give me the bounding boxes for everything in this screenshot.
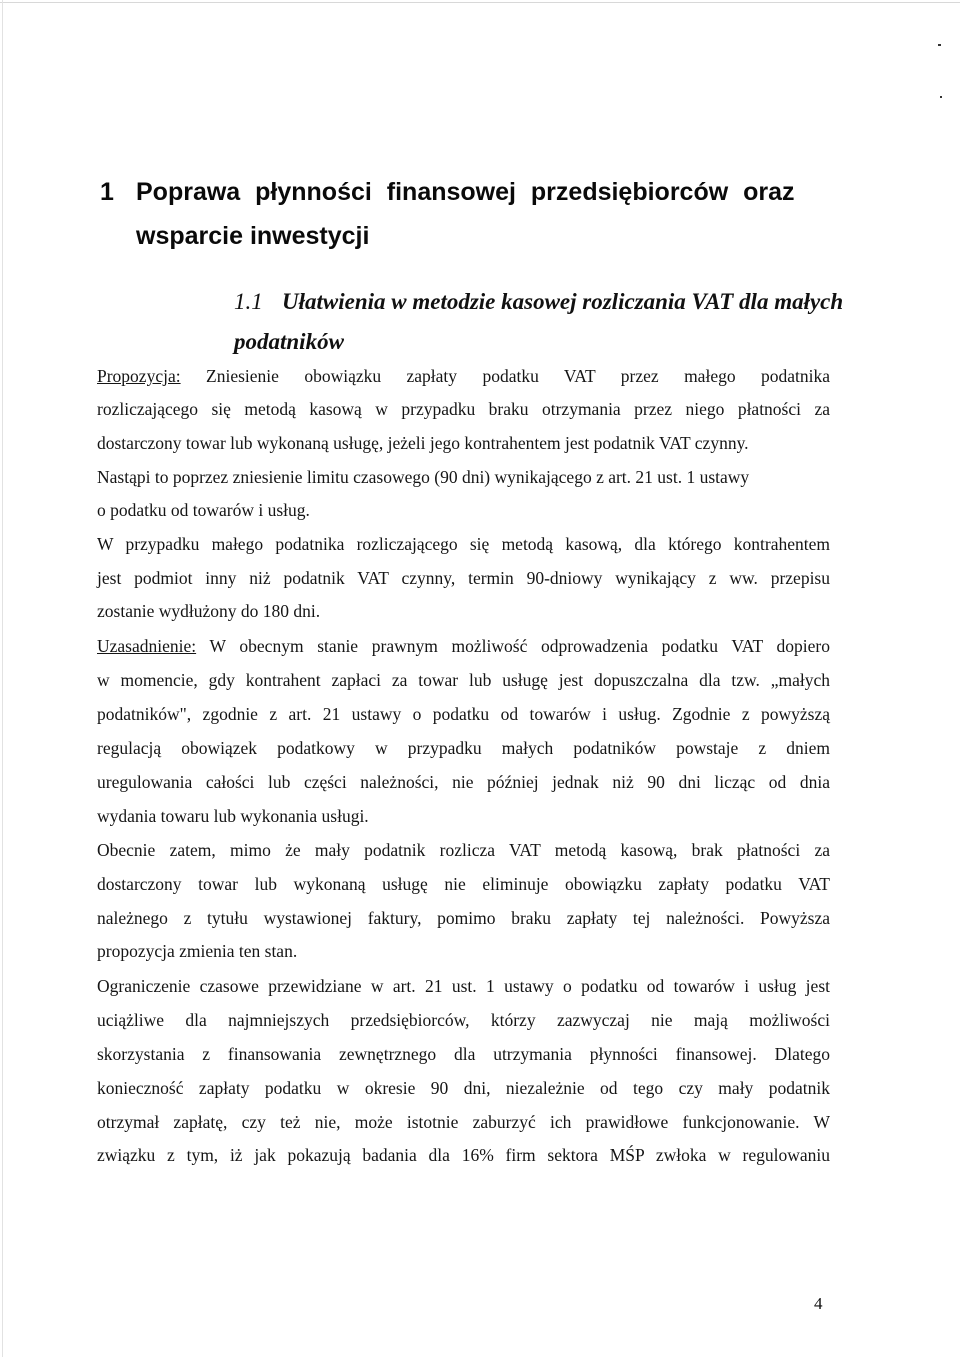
paragraph-line: należnego z tytułu wystawionej faktury, pomimo braku zapłaty tej należności. Powyższa — [97, 908, 830, 928]
paragraph-line: skorzystania z finansowania zewnętrznego dla utrzymania płynności finansowej. Dlatego — [97, 1044, 830, 1064]
paragraph-line: dostarczony towar lub wykonaną usługę nie eliminuje obowiązku zapłaty podatku VAT — [97, 874, 830, 894]
paragraph-line: Nastąpi to poprzez zniesienie limitu czasowego (90 dni) wynikającego z art. 21 ust. 1 ustawy — [97, 467, 750, 487]
paragraph-line: o podatku od towarów i usług. — [97, 500, 310, 520]
paragraph-line: wydania towaru lub wykonania usługi. — [97, 806, 369, 826]
paragraph-line — [97, 366, 830, 386]
scan-edge-left — [2, 0, 3, 1357]
paragraph-line: rozliczającego się metodą kasową w przypadku braku otrzymania przez niego płatności za — [97, 399, 830, 419]
paragraph-line: konieczność zapłaty podatku w okresie 90 dni, niezależnie od tego czy mały podatnik — [97, 1078, 830, 1098]
proposal-label: Propozycja: — [97, 366, 181, 386]
paragraph-line: otrzymał zapłatę, czy też nie, może istotnie zaburzyć ich prawidłowe funkcjonowanie. W — [97, 1112, 830, 1132]
paragraph-line: dostarczony towar lub wykonaną usługę, jeżeli jego kontrahentem jest podatnik VAT czynny. — [97, 433, 749, 453]
paragraph-line: propozycja zmienia ten stan. — [97, 941, 298, 961]
scan-speck — [938, 44, 941, 46]
section-heading-line1: Poprawa płynności finansowej przedsiębiorców oraz — [136, 178, 795, 206]
subsection-heading-line2: podatników — [234, 329, 344, 354]
page-number: 4 — [814, 1294, 823, 1313]
section-heading — [100, 170, 850, 258]
subsection-heading — [234, 282, 854, 362]
paragraph-line: Ograniczenie czasowe przewidziane w art. 21 ust. 1 ustawy o podatku od towarów i usług jest — [97, 976, 830, 996]
paragraph-line: zostanie wydłużony do 180 dni. — [97, 601, 321, 621]
scan-speck — [940, 96, 942, 98]
paragraph-line: regulacją obowiązek podatkowy w przypadku małych podatników powstaje z dniem — [97, 738, 830, 758]
justification-label: Uzasadnienie: — [97, 636, 197, 656]
subsection-heading-line1: Ułatwienia w metodzie kasowej rozliczania VAT dla małych — [282, 289, 844, 314]
paragraph-line — [97, 636, 830, 656]
section-number: 1 — [100, 178, 114, 206]
section-heading-line2: wsparcie inwestycji — [136, 222, 370, 250]
text-span: Zniesienie obowiązku zapłaty podatku VAT przez małego podatnika — [206, 366, 830, 386]
paragraph-line: W przypadku małego podatnika rozliczającego się metodą kasową, dla którego kontrahentem — [97, 534, 830, 554]
subsection-number: 1.1 — [234, 289, 263, 314]
paragraph-line: w momencie, gdy kontrahent zapłaci za towar lub usługę jest dopuszczalna dla tzw. „małych — [97, 670, 830, 690]
text-span: W obecnym stanie prawnym możliwość odprowadzenia podatku VAT dopiero — [209, 636, 831, 656]
scan-edge-top — [0, 2, 960, 3]
paragraph-line: uciążliwe dla najmniejszych przedsiębiorców, którzy zazwyczaj nie mają możliwości — [97, 1010, 830, 1030]
paragraph-line: jest podmiot inny niż podatnik VAT czynny, termin 90-dniowy wynikający z ww. przepisu — [97, 568, 830, 588]
paragraph-line: związku z tym, iż jak pokazują badania dla 16% firm sektora MŚP zwłoka w regulowaniu — [97, 1145, 830, 1165]
paragraph-line: podatników", zgodnie z art. 21 ustawy o podatku od towarów i usług. Zgodnie z powyższą — [97, 704, 830, 724]
paragraph-line: Obecnie zatem, mimo że mały podatnik rozlicza VAT metodą kasową, brak płatności za — [97, 840, 830, 860]
paragraph-line: uregulowania całości lub części należności, nie później jednak niż 90 dni licząc od dnia — [97, 772, 830, 792]
